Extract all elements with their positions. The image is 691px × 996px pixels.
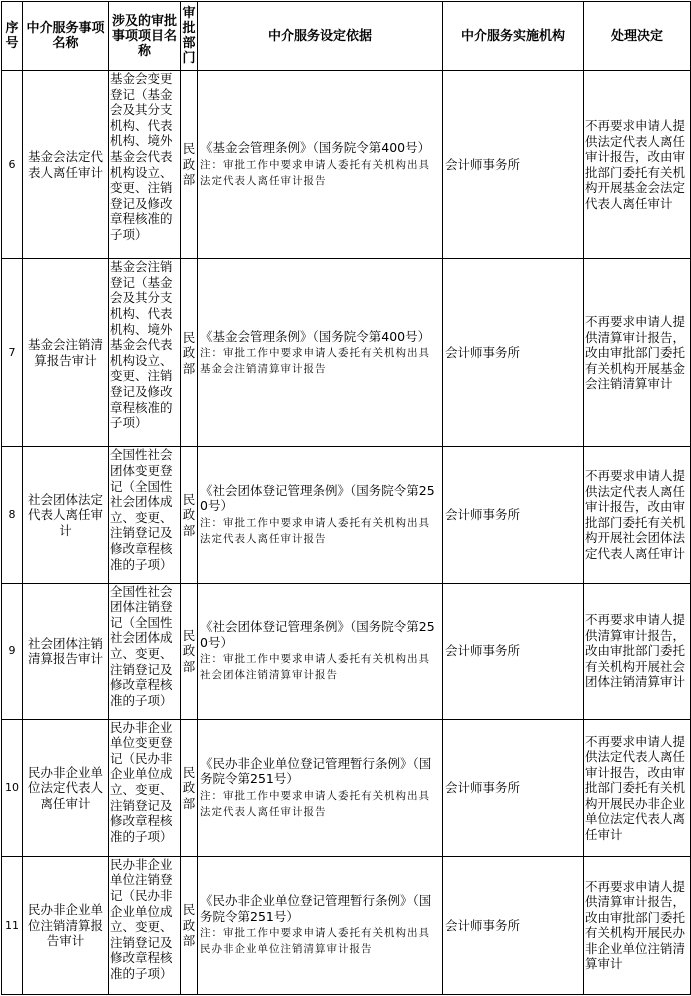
row-seq: 11 xyxy=(2,856,23,994)
row-approval-item: 基金会变更登记（基金会及其分支机构、代表机构、境外基金会代表机构设立、变更、注销登记及修改章程核准的子项） xyxy=(109,71,181,259)
row-dept: 民政部 xyxy=(181,447,198,583)
row-dept: 民政部 xyxy=(181,259,198,447)
row-basis-note: 注：审批工作中要求申请人委托有关机构出具社会团体注销清算审计报告 xyxy=(200,653,430,682)
row-basis-text: 《社会团体登记管理条例》（国务院令第250号） xyxy=(200,482,435,514)
row-seq: 9 xyxy=(2,583,23,719)
header-basis: 中介服务设定依据 xyxy=(198,2,443,71)
row-org: 会计师事务所 xyxy=(443,856,584,994)
row-basis xyxy=(198,856,443,994)
row-service-name: 社会团体法定代表人离任审计 xyxy=(23,447,109,583)
row-decision: 不再要求申请人提供清算审计报告，改由审批部门委托有关机构开展社会团体注销清算审计 xyxy=(584,583,691,719)
row-basis-note: 注：审批工作中要求申请人委托有关机构出具法定代表人离任审计报告 xyxy=(200,516,430,545)
row-approval-item: 基金会注销登记（基金会及其分支机构、代表机构、境外基金会代表机构设立、变更、注销登记及修改章程核准的子项） xyxy=(109,259,181,447)
intermediary-services-table xyxy=(1,1,691,995)
row-basis-text: 《基金会管理条例》（国务院令第400号） xyxy=(200,140,431,156)
row-decision: 不再要求申请人提供法定代表人离任审计报告，改由审批部门委托有关机构开展基金会法定代表人离任审计 xyxy=(584,71,691,259)
header-decision: 处理决定 xyxy=(584,2,691,71)
row-seq: 10 xyxy=(2,719,23,856)
row-basis-text: 《民办非企业单位登记管理暂行条例》（国务院令第251号） xyxy=(200,755,432,787)
row-service-name: 基金会法定代表人离任审计 xyxy=(23,71,109,259)
row-basis-note: 注：审批工作中要求申请人委托有关机构出具法定代表人离任审计报告 xyxy=(200,789,430,818)
row-org: 会计师事务所 xyxy=(443,719,584,856)
row-org: 会计师事务所 xyxy=(443,583,584,719)
header-seq: 序号 xyxy=(2,2,23,71)
row-decision: 不再要求申请人提供清算审计报告，改由审批部门委托有关机构开展基金会注销清算审计 xyxy=(584,259,691,447)
row-approval-item: 全国性社会团体注销登记（全国性社会团体成立、变更、注销登记及修改章程核准的子项） xyxy=(109,583,181,719)
row-org: 会计师事务所 xyxy=(443,259,584,447)
row-org: 会计师事务所 xyxy=(443,447,584,583)
row-basis-text: 《社会团体登记管理条例》（国务院令第250号） xyxy=(200,619,435,650)
row-service-name: 民办非企业单位法定代表人离任审计 xyxy=(23,719,109,856)
row-dept: 民政部 xyxy=(181,719,198,856)
row-basis xyxy=(198,719,443,856)
row-seq: 8 xyxy=(2,447,23,583)
row-dept: 民政部 xyxy=(181,71,198,259)
row-dept: 民政部 xyxy=(181,583,198,719)
row-basis-note: 注：审批工作中要求申请人委托有关机构出具基金会注销清算审计报告 xyxy=(200,347,430,376)
row-decision: 不再要求申请人提供清算审计报告，改由审批部门委托有关机构开展民办非企业单位注销清算审计 xyxy=(584,856,691,994)
table-row xyxy=(2,719,691,856)
row-basis-text: 《民办非企业单位登记管理暂行条例》（国务院令第251号） xyxy=(200,893,432,924)
table-row xyxy=(2,856,691,994)
header-service-name: 中介服务事项名称 xyxy=(23,2,109,71)
row-basis-note: 注：审批工作中要求申请人委托有关机构出具法定代表人离任审计报告 xyxy=(200,158,430,187)
header-org: 中介服务实施机构 xyxy=(443,2,584,71)
row-service-name: 基金会注销清算报告审计 xyxy=(23,259,109,447)
row-decision: 不再要求申请人提供法定代表人离任审计报告，改由审批部门委托有关机构开展社会团体法定代表人离任审计 xyxy=(584,447,691,583)
table-row xyxy=(2,583,691,719)
row-basis xyxy=(198,259,443,447)
row-dept: 民政部 xyxy=(181,856,198,994)
row-basis xyxy=(198,583,443,719)
row-basis xyxy=(198,71,443,259)
row-basis-note: 注：审批工作中要求申请人委托有关机构出具民办非企业单位注销清算审计报告 xyxy=(200,927,430,956)
row-basis-text: 《基金会管理条例》（国务院令第400号） xyxy=(200,328,431,344)
row-approval-item: 全国性社会团体变更登记（全国性社会团体成立、变更、注销登记及修改章程核准的子项） xyxy=(109,447,181,583)
row-service-name: 社会团体注销清算报告审计 xyxy=(23,583,109,719)
table-row xyxy=(2,71,691,259)
row-decision: 不再要求申请人提供法定代表人离任审计报告，改由审批部门委托有关机构开展民办非企业单位法定代表人离任审计 xyxy=(584,719,691,856)
table-row xyxy=(2,259,691,447)
row-approval-item: 民办非企业单位变更登记（民办非企业单位成立、变更、注销登记及修改章程核准的子项） xyxy=(109,719,181,856)
row-approval-item: 民办非企业单位注销登记（民办非企业单位成立、变更、注销登记及修改章程核准的子项） xyxy=(109,856,181,994)
header-approval-item: 涉及的审批事项项目名称 xyxy=(109,2,181,71)
table-row xyxy=(2,447,691,583)
row-basis xyxy=(198,447,443,583)
row-service-name: 民办非企业单位注销清算报告审计 xyxy=(23,856,109,994)
row-org: 会计师事务所 xyxy=(443,71,584,259)
row-seq: 6 xyxy=(2,71,23,259)
row-seq: 7 xyxy=(2,259,23,447)
header-dept: 审批部门 xyxy=(181,2,198,71)
header-row xyxy=(2,2,691,71)
